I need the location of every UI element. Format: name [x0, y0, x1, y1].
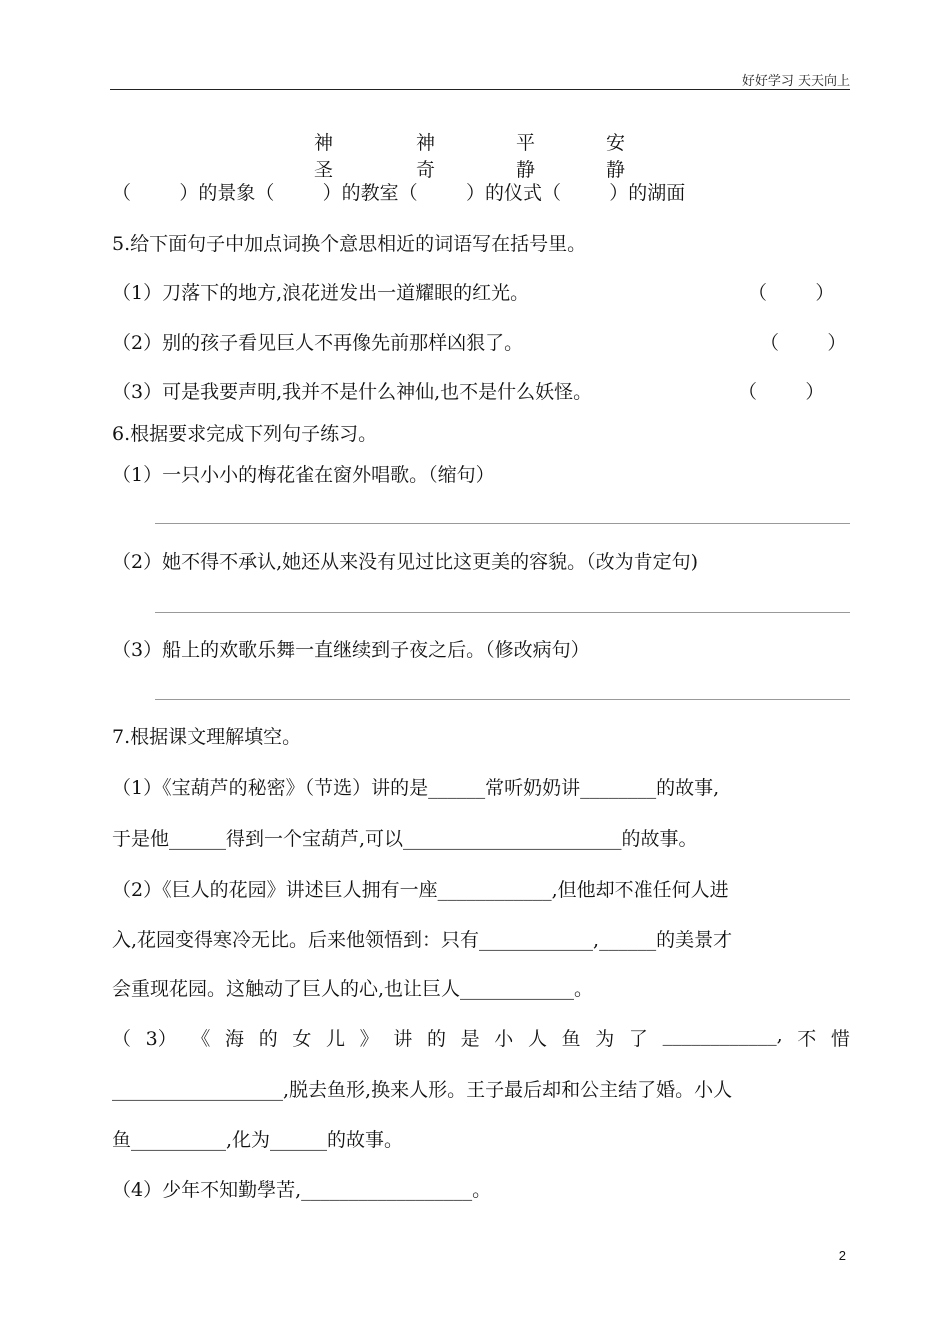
q7-para3-token: 的 — [426, 1028, 446, 1050]
q5-answer-blank-3[interactable]: （ ） — [738, 381, 825, 403]
word-bank-item: 神圣 — [314, 132, 334, 181]
q7-para3-line2: __________________,脱去鱼形,换来人形。王子最后却和公主结了婚。小人 — [112, 1079, 733, 1101]
q7-para2-line3: 会重现花园。这触动了巨人的心,也让巨人____________。 — [112, 978, 594, 1000]
word-bank-item: 平静 — [516, 132, 536, 181]
q6-item-2: （2）她不得不承认,她还从来没有见过比这更美的容貌。（改为肯定句) — [112, 551, 699, 573]
q7-para3-token: 小 — [494, 1028, 514, 1050]
q6-item-3: （3）船上的欢歌乐舞一直继续到子夜之后。（修改病句） — [112, 639, 590, 661]
q5-item-3: （3）可是我要声明,我并不是什么神仙,也不是什么妖怪。 — [112, 381, 593, 403]
q7-para3-token: 鱼 — [561, 1028, 581, 1050]
q7-para3-line1 — [112, 1024, 850, 1051]
q5-answer-blank-2[interactable]: （ ） — [760, 332, 847, 354]
q5-answer-blank-1[interactable]: （ ） — [748, 282, 835, 304]
page-number: 2 — [838, 1248, 846, 1263]
q7-para3-token: 《 — [191, 1028, 211, 1050]
q7-para3-token: 了 — [628, 1028, 648, 1050]
answer-line-1[interactable] — [155, 523, 850, 524]
q7-para3-token: 儿 — [326, 1028, 346, 1050]
q7-para2-line2: 入,花园变得寒冷无比。后来他领悟到：只有____________,______的美景才 — [112, 929, 733, 951]
q7-para4: （4）少年不知勤學苦,__________________。 — [112, 1179, 492, 1201]
q7-para3-line3: 鱼__________,化为______的故事。 — [112, 1129, 404, 1151]
q7-para3-token: 是 — [460, 1028, 480, 1050]
q7-para3-token: ____________, — [662, 1024, 783, 1046]
q7-para3-token: 为 — [595, 1028, 615, 1050]
q7-para3-token: 》 — [359, 1028, 379, 1050]
q7-para3-token: 人 — [527, 1028, 547, 1050]
q7-para3-token: 不 — [797, 1028, 817, 1050]
q7-para3-token: 3） — [145, 1028, 177, 1050]
q7-para3-token: 女 — [292, 1028, 312, 1050]
q7-para3-token: 的 — [258, 1028, 278, 1050]
q7-title: 7.根据课文理解填空。 — [112, 726, 302, 748]
answer-line-2[interactable] — [155, 612, 850, 613]
q7-para3-token: （ — [112, 1028, 132, 1050]
fill-in-row: （ ）的景象（ ）的教室（ ）的仪式（ ）的湖面 — [112, 182, 686, 204]
q7-para2-line1: （2）《巨人的花园》讲述巨人拥有一座____________,但他却不准任何人进 — [112, 879, 729, 901]
q7-para3-token: 惜 — [830, 1028, 850, 1050]
q5-title: 5.给下面句子中加点词换个意思相近的词语写在括号里。 — [112, 233, 587, 255]
q6-item-1: （1）一只小小的梅花雀在窗外唱歌。（缩句） — [112, 464, 495, 486]
header-motto: 好好学习 天天向上 — [741, 74, 850, 89]
answer-line-3[interactable] — [155, 699, 850, 700]
q6-title: 6.根据要求完成下列句子练习。 — [112, 423, 378, 445]
q5-item-2: （2）别的孩子看见巨人不再像先前那样凶狠了。 — [112, 332, 524, 354]
q7-para3-token: 海 — [225, 1028, 245, 1050]
q7-para1-line2: 于是他______得到一个宝葫芦,可以_______________________的故事。 — [112, 828, 698, 850]
q7-para1-line1: （1）《宝葫芦的秘密》（节选）讲的是______常听奶奶讲________的故事, — [112, 777, 720, 799]
header-divider — [110, 89, 850, 90]
word-bank-item: 神奇 — [416, 132, 436, 181]
q5-item-1: （1）刀落下的地方,浪花迸发出一道耀眼的红光。 — [112, 282, 530, 304]
word-bank-item: 安静 — [606, 132, 626, 181]
q7-para3-token: 讲 — [393, 1028, 413, 1050]
